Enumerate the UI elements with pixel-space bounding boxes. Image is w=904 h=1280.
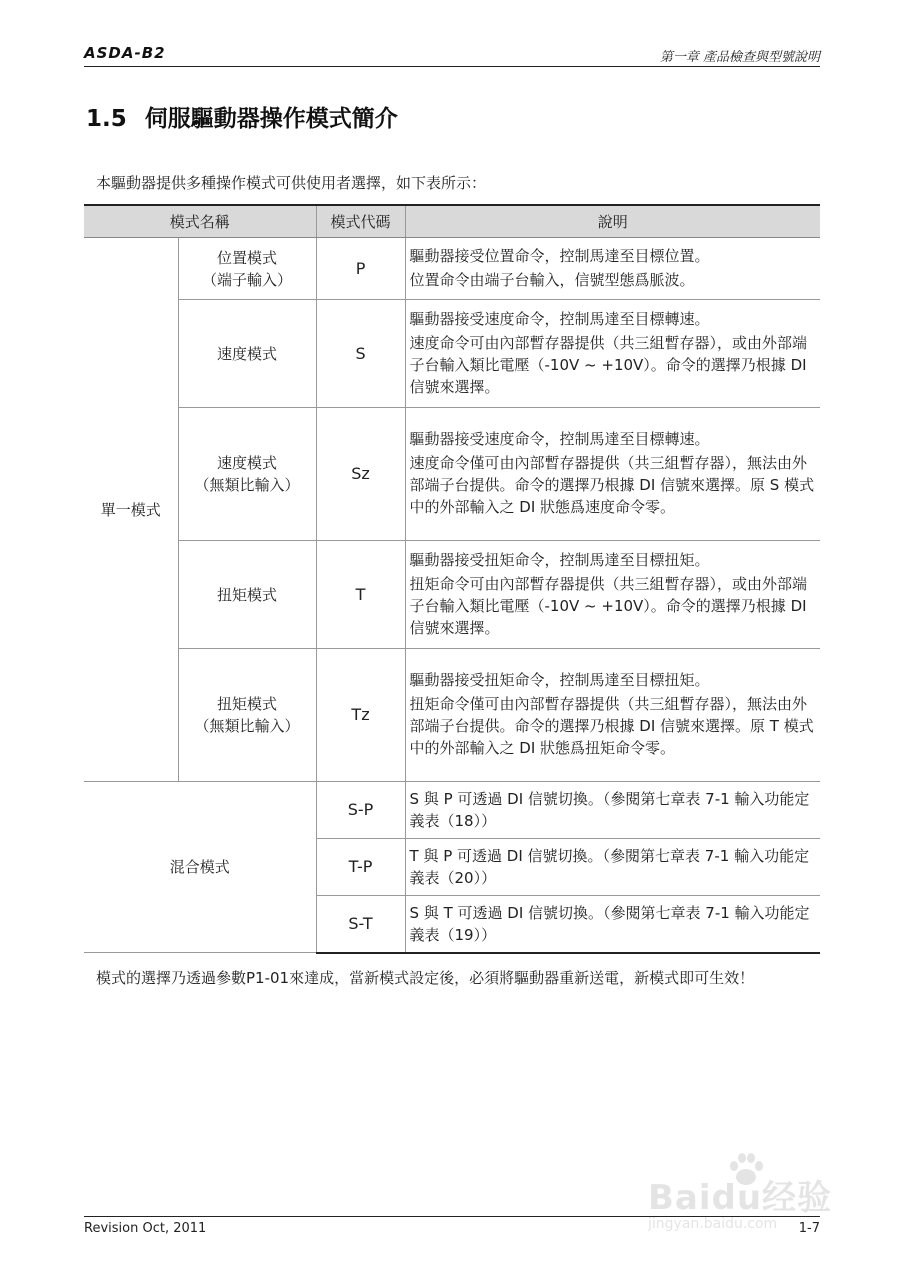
- mode-name: 扭矩模式: [217, 695, 278, 713]
- mode-code: P: [316, 238, 405, 300]
- mode-name: 扭矩模式: [217, 585, 278, 604]
- page-header: [84, 40, 820, 67]
- column-header-description: 說明: [405, 205, 820, 238]
- section-title: 伺服驅動器操作模式簡介: [144, 106, 398, 132]
- intro-paragraph: 本驅動器提供多種操作模式可供使用者選擇，如下表所示：: [96, 174, 487, 192]
- section-heading: [86, 100, 398, 133]
- mode-name-cell: [178, 300, 316, 408]
- description-line: 扭矩命令僅可由內部暫存器提供（共三組暫存器），無法由外部端子台提供。命令的選擇乃根據 DI 信號來選擇。原 T 模式中的外部輸入之 DI 狀態爲扭矩命令零。: [409, 695, 814, 757]
- mode-name-cell: [178, 649, 316, 782]
- mode-code: Tz: [316, 649, 405, 782]
- mode-code: T: [316, 541, 405, 649]
- watermark-url: jingyan.baidu.com: [648, 1216, 778, 1232]
- mode-description: [405, 541, 820, 649]
- mode-description: [405, 238, 820, 300]
- table-row: [84, 408, 820, 541]
- table-row: [84, 238, 820, 300]
- description-line: 驅動器接受扭矩命令，控制馬達至目標扭矩。: [409, 671, 710, 689]
- mode-name: 速度模式: [217, 344, 278, 363]
- group-label-mixed: 混合模式: [84, 782, 316, 953]
- column-header-mode-name: 模式名稱: [84, 205, 316, 238]
- page-footer: [84, 1216, 820, 1236]
- mode-code: S: [316, 300, 405, 408]
- page-number: 1-7: [798, 1221, 820, 1236]
- mode-description: [405, 649, 820, 782]
- mode-name-note: （端子輸入）: [202, 270, 293, 289]
- description-line: 驅動器接受位置命令，控制馬達至目標位置。: [409, 246, 710, 265]
- description-line: 驅動器接受速度命令，控制馬達至目標轉速。: [409, 430, 710, 448]
- mode-description: S 與 P 可透過 DI 信號切換。（參閱第七章表 7-1 輸入功能定義表（18））: [405, 782, 820, 839]
- description-line: 速度命令僅可由內部暫存器提供（共三組暫存器），無法由外部端子台提供。命令的選擇乃根據 DI 信號來選擇。原 S 模式中的外部輸入之 DI 狀態爲速度命令零。: [409, 454, 815, 516]
- mode-description: [405, 300, 820, 408]
- mode-name-cell: [178, 408, 316, 541]
- mode-code: T-P: [316, 839, 405, 896]
- mode-name: 位置模式: [217, 248, 278, 267]
- chapter-title: 第一章 產品檢查與型號說明: [659, 50, 820, 65]
- table-row: [84, 541, 820, 649]
- mode-code: S-T: [316, 896, 405, 953]
- revision-text: Revision Oct, 2011: [84, 1221, 207, 1236]
- mode-description: [405, 408, 820, 541]
- description-line: 驅動器接受扭矩命令，控制馬達至目標扭矩。: [409, 550, 710, 569]
- footnote-paragraph: 模式的選擇乃透過參數P1-01來達成，當新模式設定後，必須將驅動器重新送電，新模式即可生效！: [96, 969, 755, 987]
- mode-name-note: （無類比輸入）: [194, 717, 300, 735]
- mode-description: S 與 T 可透過 DI 信號切換。（參閱第七章表 7-1 輸入功能定義表（19））: [405, 896, 820, 953]
- brand-logo: ASDA-B2: [84, 44, 166, 62]
- description-line: 位置命令由端子台輸入，信號型態爲脈波。: [409, 270, 695, 289]
- mode-description: T 與 P 可透過 DI 信號切換。（參閱第七章表 7-1 輸入功能定義表（20））: [405, 839, 820, 896]
- description-line: 扭矩命令可由內部暫存器提供（共三組暫存器），或由外部端子台輸入類比電壓（-10V ~ +10V）。命令的選擇乃根據 DI 信號來選擇。: [409, 574, 808, 637]
- mode-code: Sz: [316, 408, 405, 541]
- mode-name-cell: [178, 541, 316, 649]
- description-line: 驅動器接受速度命令，控制馬達至目標轉速。: [409, 309, 710, 328]
- table-row: [84, 649, 820, 782]
- column-header-mode-code: 模式代碼: [316, 205, 405, 238]
- mode-name-note: （無類比輸入）: [194, 476, 300, 494]
- group-label-single: 單一模式: [84, 238, 178, 782]
- table-header-row: [84, 205, 820, 238]
- table-row: [84, 300, 820, 408]
- description-line: 速度命令可由內部暫存器提供（共三組暫存器），或由外部端子台輸入類比電壓（-10V ~ +10V）。命令的選擇乃根據 DI 信號來選擇。: [409, 333, 808, 396]
- table-row: [84, 782, 820, 839]
- operation-modes-table: [84, 204, 820, 954]
- mode-name: 速度模式: [217, 454, 278, 472]
- mode-code: S-P: [316, 782, 405, 839]
- watermark-brand: Baidu经验: [648, 1178, 833, 1218]
- section-number: 1.5: [86, 106, 127, 132]
- mode-name-cell: [178, 238, 316, 300]
